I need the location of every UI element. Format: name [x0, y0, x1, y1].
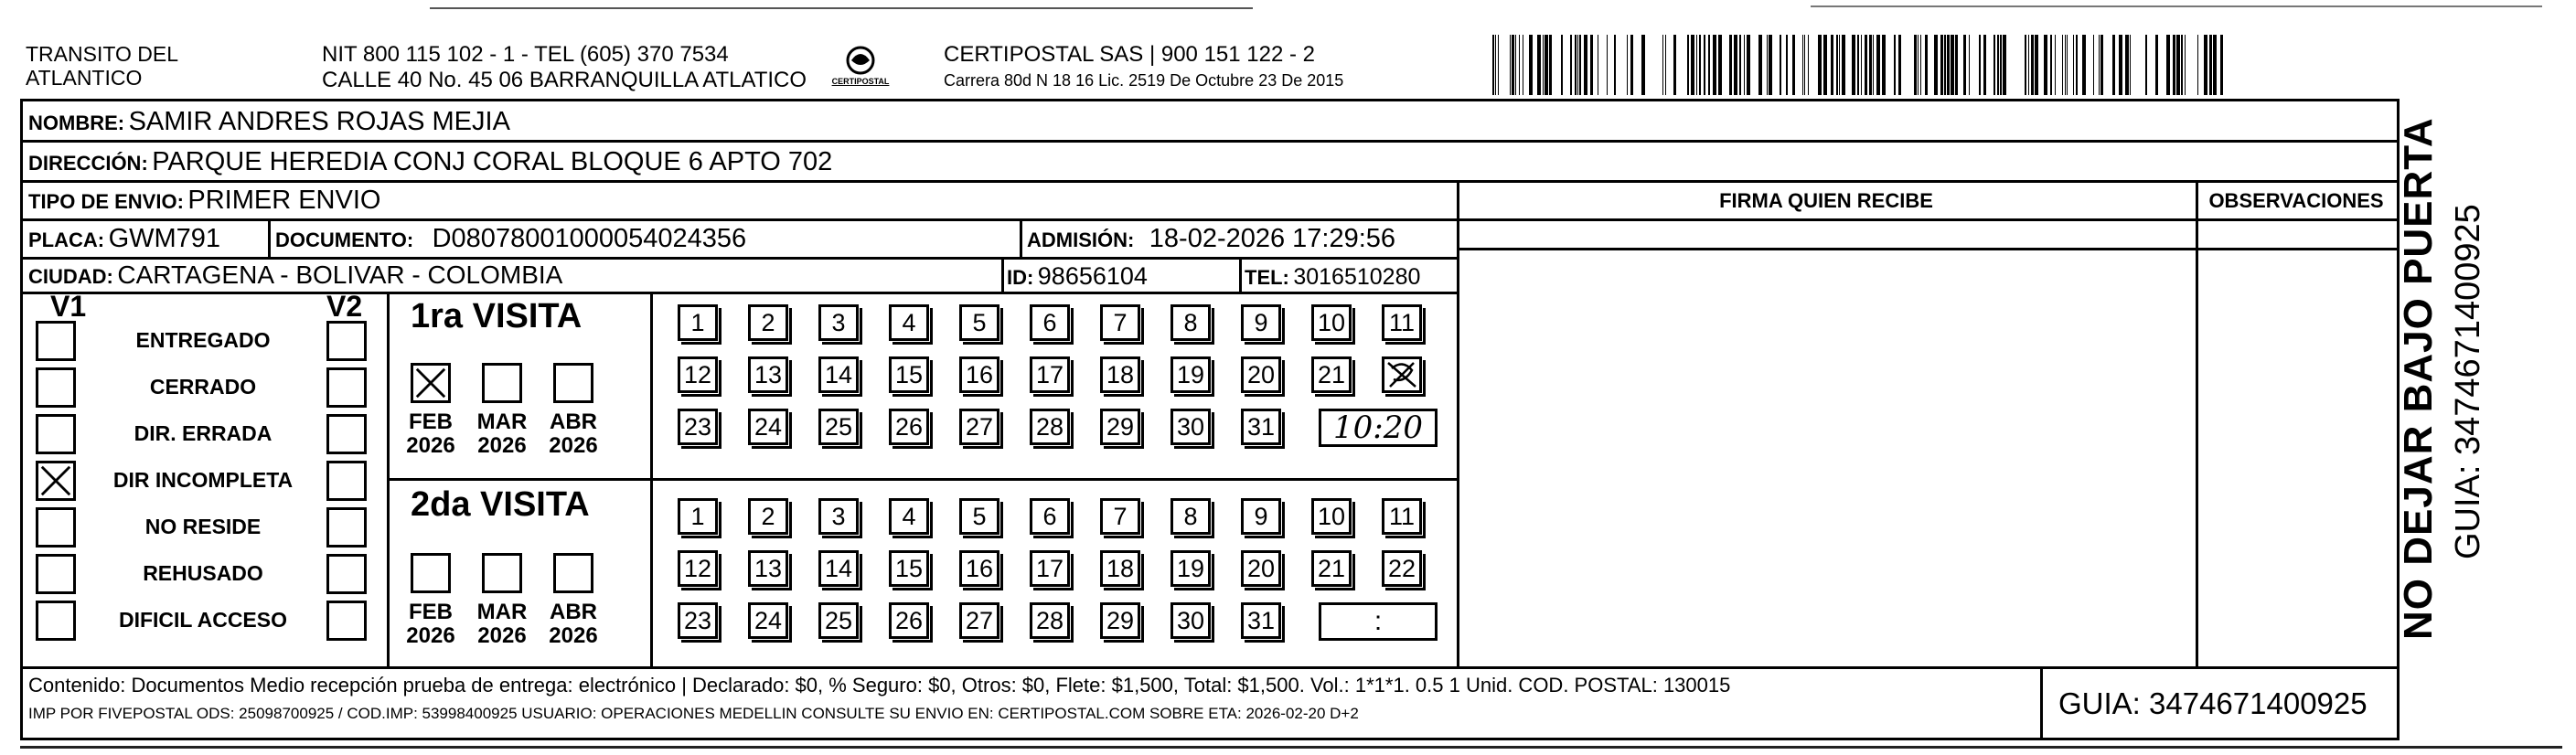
day-box[interactable]: 24: [748, 602, 788, 639]
day-box[interactable]: 13: [748, 356, 788, 393]
reason-label: DIFICIL ACCESO: [118, 608, 287, 632]
day-box[interactable]: 19: [1170, 356, 1211, 393]
day-box[interactable]: 12: [678, 550, 718, 587]
day-box[interactable]: 10: [1311, 304, 1352, 341]
city-value: CARTAGENA - BOLIVAR - COLOMBIA: [117, 261, 563, 289]
day-box[interactable]: 31: [1241, 409, 1281, 445]
day-box[interactable]: 5: [959, 304, 999, 341]
day-box[interactable]: 25: [818, 409, 859, 445]
day-box[interactable]: 6: [1030, 304, 1070, 341]
footer-line2: IMP POR FIVEPOSTAL ODS: 25098700925 / COD.IMP: 53998400925 USUARIO: OPERACIONES MEDELLIN CONSULTE SU ENVIO EN: CERTIPOSTAL.COM SOBRE ETA: 2026-02-20 D+2: [28, 705, 1359, 722]
day-box[interactable]: 4: [889, 498, 929, 535]
day-box[interactable]: 19: [1170, 550, 1211, 587]
company-address: Carrera 80d N 18 16 Lic. 2519 De Octubre 23 De 2015: [944, 71, 1344, 90]
delivery-form: [20, 99, 2400, 740]
month-name: FEB: [409, 409, 453, 434]
day-box[interactable]: 23: [678, 409, 718, 445]
signature-header: FIRMA QUIEN RECIBE: [1719, 189, 1933, 212]
certipostal-logo: [828, 42, 893, 97]
v2-checkbox[interactable]: [326, 601, 367, 641]
day-box[interactable]: 30: [1170, 602, 1211, 639]
month-label: [546, 601, 601, 648]
ship-type-label: TIPO DE ENVIO:: [28, 190, 184, 213]
month-checkbox[interactable]: [553, 363, 593, 403]
sender-nit: NIT 800 115 102 - 1 - TEL (605) 370 7534: [322, 42, 729, 67]
reason-label: ENTREGADO: [135, 328, 271, 352]
doc-label: DOCUMENTO:: [275, 229, 414, 251]
day-box[interactable]: 23: [678, 602, 718, 639]
day-box[interactable]: 26: [889, 602, 929, 639]
day-box[interactable]: 4: [889, 304, 929, 341]
day-box[interactable]: 30: [1170, 409, 1211, 445]
name-label: NOMBRE:: [28, 112, 125, 134]
v1-checkbox[interactable]: [36, 554, 76, 594]
tel-label: TEL:: [1245, 266, 1289, 289]
day-box[interactable]: 2: [748, 498, 788, 535]
v2-checkbox[interactable]: [326, 414, 367, 454]
handwritten-mark: [1384, 359, 1419, 390]
day-box[interactable]: 2: [748, 304, 788, 341]
day-box[interactable]: 3: [818, 304, 859, 341]
reason-label: DIR. ERRADA: [134, 421, 273, 445]
month-checkbox[interactable]: [553, 553, 593, 593]
day-box[interactable]: 3: [818, 498, 859, 535]
logo-icon: [828, 42, 893, 97]
top-rule-right: [1811, 5, 2542, 7]
day-box[interactable]: 25: [818, 602, 859, 639]
v2-checkbox[interactable]: [326, 507, 367, 548]
day-box[interactable]: 7: [1100, 304, 1140, 341]
day-box[interactable]: 10: [1311, 498, 1352, 535]
day-box[interactable]: 16: [959, 356, 999, 393]
month-name: MAR: [476, 409, 528, 434]
day-box[interactable]: 11: [1382, 498, 1422, 535]
day-box[interactable]: 29: [1100, 602, 1140, 639]
day-box[interactable]: 27: [959, 602, 999, 639]
day-box[interactable]: 20: [1241, 356, 1281, 393]
day-box[interactable]: 8: [1170, 304, 1211, 341]
day-box[interactable]: 13: [748, 550, 788, 587]
month-checkbox[interactable]: [411, 553, 451, 593]
first-visit-title: 1ra VISITA: [411, 297, 583, 335]
time-box[interactable]: :: [1319, 602, 1438, 641]
month-checkbox[interactable]: [482, 553, 522, 593]
day-box[interactable]: 29: [1100, 409, 1140, 445]
address-label: DIRECCIÓN:: [28, 152, 148, 175]
month-year: 2026: [549, 623, 598, 648]
reason-label: CERRADO: [149, 375, 257, 399]
ship-type: PRIMER ENVIO: [187, 186, 381, 215]
v2-checkbox[interactable]: [326, 367, 367, 408]
v1-checkbox[interactable]: [36, 414, 76, 454]
v2-checkbox[interactable]: [326, 461, 367, 501]
footer-guia: GUIA: 3474671400925: [2058, 686, 2368, 720]
v1-checkbox[interactable]: [36, 367, 76, 408]
observations-header: OBSERVACIONES: [2208, 189, 2384, 212]
v1-checkbox[interactable]: [36, 507, 76, 548]
month-name: FEB: [409, 600, 453, 624]
month-checkbox[interactable]: [482, 363, 522, 403]
v2-checkbox[interactable]: [326, 554, 367, 594]
day-box[interactable]: 16: [959, 550, 999, 587]
day-box[interactable]: 28: [1030, 602, 1070, 639]
day-box[interactable]: [1382, 356, 1422, 393]
recipient-address: PARQUE HEREDIA CONJ CORAL BLOQUE 6 APTO 702: [152, 147, 833, 176]
plate-label: PLACA:: [28, 229, 105, 251]
day-box[interactable]: 26: [889, 409, 929, 445]
company-name: CERTIPOSTAL SAS | 900 151 122 - 2: [944, 42, 1315, 67]
side-guia: GUIA: 3474671400925: [2449, 204, 2487, 559]
month-name: MAR: [476, 600, 528, 624]
month-year: 2026: [406, 433, 455, 458]
day-box[interactable]: 14: [818, 356, 859, 393]
day-box[interactable]: 12: [678, 356, 718, 393]
sender-line2: ATLANTICO: [26, 66, 143, 90]
sender-line1: TRANSITO DEL: [26, 42, 178, 66]
month-year: 2026: [549, 433, 598, 458]
tel-value: 3016510280: [1293, 264, 1421, 290]
admission-label: ADMISIÓN:: [1027, 229, 1135, 251]
barcode: [1492, 35, 2224, 95]
reason-label: NO RESIDE: [144, 515, 262, 538]
admission-value: 18-02-2026 17:29:56: [1149, 224, 1396, 253]
day-box[interactable]: 14: [818, 550, 859, 587]
month-name: ABR: [550, 600, 597, 624]
top-rule: [430, 7, 1253, 9]
day-box[interactable]: 9: [1241, 304, 1281, 341]
v1-label: V1: [50, 290, 87, 323]
day-box[interactable]: 18: [1100, 550, 1140, 587]
day-box[interactable]: 11: [1382, 304, 1422, 341]
day-box[interactable]: 27: [959, 409, 999, 445]
day-box[interactable]: 15: [889, 356, 929, 393]
day-box[interactable]: 1: [678, 498, 718, 535]
month-checkbox[interactable]: [411, 363, 451, 403]
day-box[interactable]: 15: [889, 550, 929, 587]
day-box[interactable]: 21: [1311, 356, 1352, 393]
day-box[interactable]: 6: [1030, 498, 1070, 535]
day-box[interactable]: 8: [1170, 498, 1211, 535]
month-label: [475, 601, 529, 648]
id-label: ID:: [1007, 266, 1034, 289]
recipient-name: SAMIR ANDRES ROJAS MEJIA: [128, 107, 510, 136]
day-box[interactable]: 22: [1382, 550, 1422, 587]
month-year: 2026: [477, 623, 527, 648]
v2-checkbox[interactable]: [326, 321, 367, 361]
day-box[interactable]: 18: [1100, 356, 1140, 393]
sender-address: CALLE 40 No. 45 06 BARRANQUILLA ATLATICO: [322, 68, 807, 92]
doc-value: D08078001000054024356: [432, 224, 747, 253]
month-name: ABR: [550, 409, 597, 434]
day-box[interactable]: 20: [1241, 550, 1281, 587]
day-box[interactable]: 17: [1030, 550, 1070, 587]
v1-checkbox[interactable]: [36, 601, 76, 641]
month-label: [475, 410, 529, 458]
day-box[interactable]: 31: [1241, 602, 1281, 639]
v2-label: V2: [326, 290, 363, 323]
side-warning: NO DEJAR BAJO PUERTA: [2396, 117, 2441, 640]
v1-checkbox[interactable]: [36, 461, 76, 501]
month-label: [546, 410, 601, 458]
day-box[interactable]: 28: [1030, 409, 1070, 445]
day-box[interactable]: 21: [1311, 550, 1352, 587]
month-label: [403, 601, 458, 648]
footer-line1: Contenido: Documentos Medio recepción prueba de entrega: electrónico | Declarado: $0, % Seguro: $0, Otros: $0, Flete: $1,500, Total: $1,500. Vol.: 1*1*1. 0.5 1 Unid. COD. POSTAL: 130015: [28, 674, 1731, 697]
month-label: [403, 410, 458, 458]
id-value: 98656104: [1037, 262, 1148, 290]
day-box[interactable]: 17: [1030, 356, 1070, 393]
month-year: 2026: [406, 623, 455, 648]
logo-text: CERTIPOSTAL: [831, 77, 890, 86]
month-year: 2026: [477, 433, 527, 458]
day-box[interactable]: 5: [959, 498, 999, 535]
city-label: CIUDAD:: [28, 265, 113, 288]
day-box[interactable]: 24: [748, 409, 788, 445]
v1-checkbox[interactable]: [36, 321, 76, 361]
bottom-rule: [20, 746, 2562, 749]
day-box[interactable]: 7: [1100, 498, 1140, 535]
plate-value: GWM791: [108, 224, 221, 253]
time-box[interactable]: 10:20: [1319, 409, 1438, 447]
day-box[interactable]: 9: [1241, 498, 1281, 535]
reason-label: DIR INCOMPLETA: [112, 468, 294, 492]
day-box[interactable]: 1: [678, 304, 718, 341]
second-visit-title: 2da VISITA: [411, 485, 590, 524]
reason-label: REHUSADO: [143, 561, 263, 585]
